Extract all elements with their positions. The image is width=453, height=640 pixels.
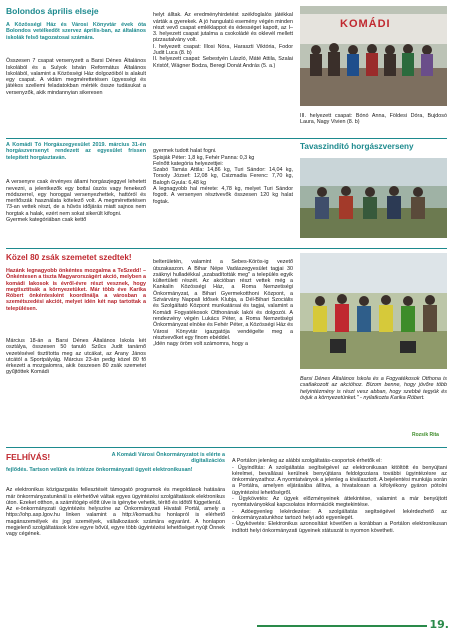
section4-body-col1 (6, 481, 225, 544)
section1-body-col1-text: Összesen 7 csapat versenyzett a Barsi Dénes Általános Iskolából és a Sulyok István Református Általános Iskolából, valamint a Közösségi Ház dolgozóiból is alakult egy csapat. A vidám megmérettetésen ügyességi és játékos szellemi feladatokban mérték össze tudásukat a versenyzők, akik mindannyian sikeresen (6, 58, 146, 96)
section2-photo (300, 158, 447, 238)
section3-photo (300, 253, 447, 369)
section4-title: FELHÍVÁS! (6, 452, 51, 462)
page-number-bar (257, 625, 427, 627)
section1-body-col2 (153, 6, 293, 75)
section2-body-col2 (153, 142, 293, 211)
divider-2 (6, 248, 447, 249)
divider-1 (6, 138, 447, 139)
section1-lead (6, 22, 146, 42)
anglers-photo (300, 158, 447, 238)
section2-body-col1-text: A versenyre csak érvényes állami horgászjeggyel lehetett nevezni, a jelentkezők egy bottal úszós vagy fenekező módszerrel, egy horoggal versenyezhettek, hattóról és merítőszák használata kötelező volt. A megmérettetésen 73-an vettek részt, de a hűvös időjárás miatt sajnos nem horgtak a halak, ezért nem sokat sikerült kifogni. Gyermek kategóriában csak kettő (6, 179, 146, 224)
section4-body-col2 (232, 452, 447, 540)
section1-photo (300, 6, 447, 106)
section1-body-col3-text: III. helyezett csapat: Bónó Anna, Földesi Dóra, Bujdosó Laura, Nagy Vivien (8. b) (300, 113, 447, 126)
section2-title: A Komádi Tó Horgászegyesület 2019. március 31-én horgászversenyt rendezett az egyesület frissen telepített horgásztaván. (6, 142, 146, 161)
section2-title-block (6, 142, 146, 162)
section3-caption (300, 376, 447, 401)
section3-caption-text: Barsi Dénes Általános Iskola és a Fogyatékosok Otthona is csatlakozott az akcióhoz. Bízom benne, hogy jövőre több helyintézmény is részt vesz abban, hogy szebbé tegyük és óvjuk a környezetünket." - nyilatkozta Karika Róbert. (300, 376, 447, 401)
section3-body-col1-text: Március 18-án a Barsi Dénes Általános Iskola két osztálya, összesen 50 tanuló Szűcs Judit tanárnő vezetésével tisztította meg az utcákat, az Arany János utcától a Sportpályáig. Március 23-án pedig közel 80 fő érkezett a mozgalomra, akik összesen 80 zsák szemetet gyűjtöttek Komádi (6, 338, 146, 376)
section2-body-col2-text: gyermek tudott halat fogni. Spisják Péter: 1,8 kg, Fehér Panna: 0,3 kg Felnőtt kategória helyezettjei: Szabó Tamás Attila: 14,86 kg, Turi Sándor: 14,04 kg, Torsoly József: 12,08 kg, Csizmadia Ferenc: 7,70 kg, Balogh Gyula: 6,48 kg A legnagyobb hal mérete: 4,78 kg, melyet Turi Sándor fogott. A versenyen résztvevők összesen 120 kg halat fogtak. (153, 148, 293, 205)
section2-body-col1 (6, 173, 146, 230)
section3-body-col1 (6, 338, 146, 376)
cleanup-volunteers-photo (300, 253, 447, 369)
section4-subtitle-cont: fejlődés. Tartson velünk és intézze önkormányzati ügyeit elektronikusan! (6, 467, 193, 473)
divider-3 (6, 447, 447, 448)
section4-subtitle-right: A Komádi Városi Önkormányzatot is elérte a digitalizációs (111, 452, 225, 465)
page-number: 19. (429, 618, 449, 631)
section3-lead-text: Hazánk legnagyobb önkéntes mozgalma a TeSzedd! – Önkéntesen a tiszta Magyarországért akció, melyben a komádi lakosok is évről-évre részt vesznek, hogy megtisztítsák a környezetüket. Már több éve Karika Róbert önkéntesként koordinálja a városban a szemétszedési akciót, melyet idén két nap tartottak a településen. (6, 268, 146, 312)
section1-lead-text: A Közösségi Ház és Városi Könyvtár évek óta Bolondos vetélkedőt szervez április-ban, az általános iskolák felső tagozatosai számára. (6, 22, 146, 41)
section3-body-col2 (153, 253, 293, 354)
section4-body-col2-text: A Portálon jelenleg az alábbi szolgáltatás-csoportok érhetők el: - Ügyindítás: A szolgáltatás segítségével az elektronikusan kitöltött és benyújtani kérelmei, bevallásai kerülnek benyújtásra feldolgozásra további ügyintézésre az önkormányzathoz. A nyomtatványok a jelenleg a kiválasztott. A bejelentési munkája során a Portálra, amelyen eljárásába állítva, a hivatalosan a kifolyékony gyáron pótolni ügyintézési lehetőségről. - Ügykövetés: Az ügyek előzményeinek áttekintése, valamint a már benyújtott nyomtatványokkal kapcsolatos információk megtekintése. - Adóegyenleg lekérdezése: A szolgáltatás segítségével lekérdezhető az önkormányzatunkhoz tartozó helyi adó egyenlegét. - Ügykövetés: Elektronikus azonosítást követően a korábban a Portálon elektronikusan indított helyi önkormányzati ügyeinek státuszát is nyomon követheti. (232, 458, 447, 534)
section3-author: Rozsik Rita (412, 432, 439, 438)
photo-banner-text: KOMÁDI (340, 18, 391, 30)
section2-header-right: Tavaszindító horgászverseny (300, 142, 414, 151)
section3-body-col2-text: belterületén, valamint a Sebes-Körös-ig vezető útszakaszon. A Bihar Népe Vadászegyesület tagjai 30 zsáknyi hulladékkal „szabadították meg" a település egyik kültertületi részét. Az akcióban részt vettek még a Kankalin Közösségi Ház, a Roma Nemzetiségi Önkormányzat, a Bihari Gyermekotthoni Központ, a Szivárvány Nappali Idősek Klubja, a Dél-Bihari Szociális és Szolgáltató Központ munkatársai és tagjai, valamint a Komádi Fogyatékosok Otthonának lakói és dolgozói. A rendezvény végén Lukács Péter, a Roma Nemzetiségi Önkormányzat elnöke és Fehér Péter, a Közösségi Ház és Városi Könyvtár igazgatója vendégelte meg a résztvevőket egy finom ebéddel. „Idén nagy öröm volt számomra, hogy a (153, 259, 293, 348)
section1-body-col2-text: helyt álltak. Az eredményhirdetést székfoglalós játékkal várták a gyerekek. A jó hangulatú esemény végén minden részt vevő csapat emléklappot és édességet kapott, az I–3. helyezett csapat jutalma a csokoládé és oklevél mellett pizzautalvány volt. I. helyezett csapat: Illosi Nóra, Haraszti Viktória, Fodor Judit Luca (8. b) II. helyezett csapat: Sebestyén László, Máté Attila, Szalai Kristóf, Wágner Bodza, Beregi Donát András (5. a.) (153, 12, 293, 69)
section3-title: Közel 80 zsák szemetet szedtek! (6, 253, 132, 262)
section1-body-col3 (300, 113, 447, 126)
section1-title: Bolondos április elseje (6, 6, 99, 16)
section1-body-col1 (6, 52, 146, 102)
section3-lead (6, 268, 146, 313)
section4-body-col1-text: Az elektronikus közigazgatás fellesztését támogató programok és megoldások hatására már önkormányzatunknál is elérhetővé váltak egyes ügyintézési szolgáltatások elektronikus úton. Ezeket otthon, a számítógép előtt ülve is igénybe vehetik, térítő és időtől függetlenül. Az e-önkormányzati ügyintézés helyszíne az Önkormányzati Hivatali Portál, amely a https://ohp.asp.lgov.hu linken valamint a http://komadi.hu honlapról is elérhető magánszemélyek és jogi személyek, vállalkozások számára egyaránt. A honlapon megjelenő szolgáltatások köre egyre bővül, egyre több ügyintézési lehetőséget nyújt Önnek vagy cégének. (6, 487, 225, 538)
